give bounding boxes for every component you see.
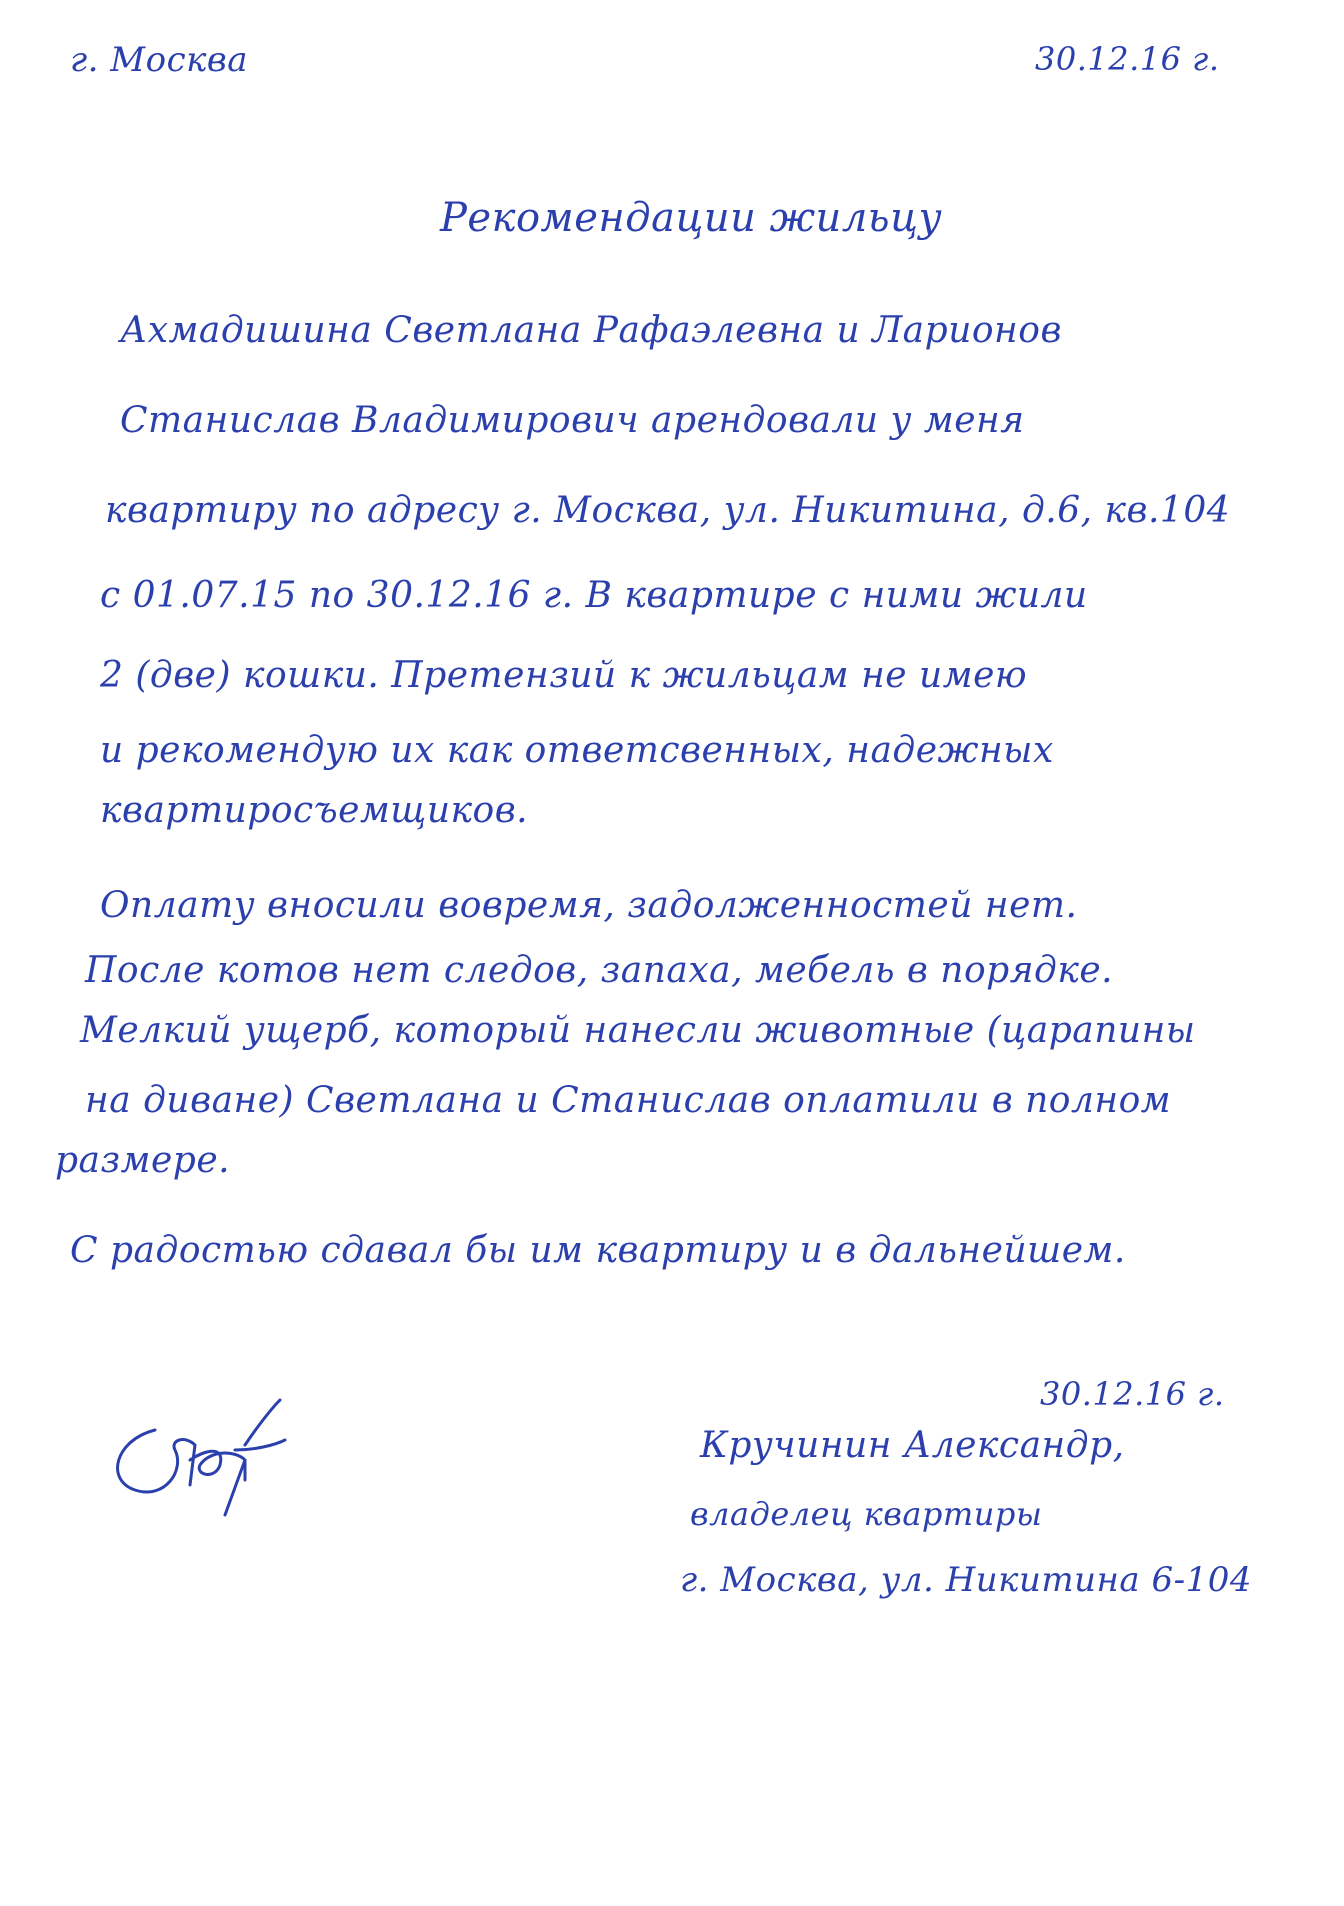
body-line: 2 (две) кошки. Претензий к жильцам не имею xyxy=(100,655,1028,696)
owner-name: Кручинин Александр, xyxy=(700,1425,1125,1466)
letter-title: Рекомендации жильцу xyxy=(440,195,943,241)
footer-date: 30.12.16 г. xyxy=(1040,1375,1225,1413)
body-line: на диване) Светлана и Станислав оплатили в полном xyxy=(85,1080,1172,1121)
owner-role: владелец квартиры xyxy=(690,1495,1043,1533)
handwritten-signature xyxy=(95,1390,295,1530)
body-line: размере. xyxy=(55,1140,231,1181)
header-date: 30.12.16 г. xyxy=(1035,40,1220,78)
body-line: Ахмадишина Светлана Рафаэлевна и Ларионов xyxy=(120,310,1062,351)
body-line: Станислав Владимирович арендовали у меня xyxy=(120,400,1025,441)
body-line: С радостью сдавал бы им квартиру и в дальнейшем. xyxy=(70,1230,1126,1271)
body-line: квартиросъемщиков. xyxy=(100,790,529,831)
owner-address: г. Москва, ул. Никитина 6-104 xyxy=(680,1560,1252,1600)
body-line: и рекомендую их как ответсвенных, надежных xyxy=(100,730,1054,771)
body-line: Оплату вносили вовремя, задолженностей нет. xyxy=(100,885,1078,926)
header-city: г. Москва xyxy=(70,40,248,80)
body-line: квартиру по адресу г. Москва, ул. Никитина, д.6, кв.104 xyxy=(105,490,1231,531)
body-line: После котов нет следов, запаха, мебель в порядке. xyxy=(85,950,1114,991)
body-line: с 01.07.15 по 30.12.16 г. В квартире с ними жили xyxy=(100,575,1088,616)
body-line: Мелкий ущерб, который нанесли животные (царапины xyxy=(80,1010,1196,1051)
